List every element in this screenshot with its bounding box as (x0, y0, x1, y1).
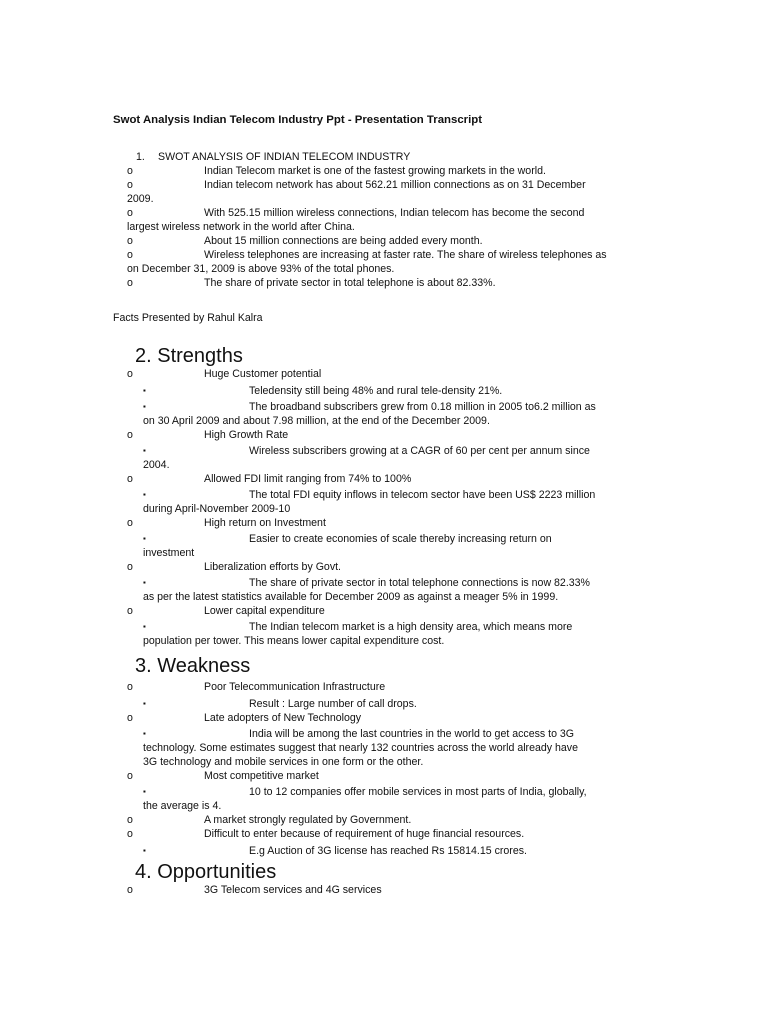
list-item: o Difficult to enter because of requirement of huge financial resources. (127, 828, 525, 840)
list-item: ▪ 10 to 12 companies offer mobile services in most parts of India, globally, the average is 4. (143, 786, 587, 812)
list-item: o Lower capital expenditure (127, 605, 325, 617)
list-item: o High Growth Rate (127, 429, 289, 441)
list-item: ▪ Result : Large number of call drops. (143, 698, 417, 710)
list-item: o Huge Customer potential (127, 368, 322, 380)
list-item: o Indian Telecom market is one of the fastest growing markets in the world. (127, 165, 546, 177)
list-item: ▪ The total FDI equity inflows in telecom sector have been US$ 2223 million during April-November 2009-10 (143, 489, 596, 515)
opportunities-heading: 4. Opportunities (135, 861, 277, 883)
list-item: ▪ India will be among the last countries in the world to get access to 3G technology. Some estimates suggest that nearly 132 countries across the world already have 3G technology and mobile services in one form or the other. (143, 728, 578, 768)
list-item: o High return on Investment (127, 517, 326, 529)
slide1-list (127, 164, 645, 290)
slide1-heading (136, 150, 410, 164)
slide1-number: 1. (136, 151, 145, 163)
list-item: ▪ Teledensity still being 48% and rural tele-density 21%. (143, 385, 503, 397)
list-item: o Allowed FDI limit ranging from 74% to 100% (127, 473, 412, 485)
list-item: ▪ Easier to create economies of scale thereby increasing return on investment (143, 533, 552, 559)
opportunities-list (127, 883, 645, 897)
list-item: o Most competitive market (127, 770, 319, 782)
list-item: ▪ Wireless subscribers growing at a CAGR of 60 per cent per annum since 2004. (143, 445, 590, 471)
list-item: o Wireless telephones are increasing at faster rate. The share of wireless telephones as on December 31, 2009 is above 93% of the total phones. (127, 249, 607, 275)
list-item: o Liberalization efforts by Govt. (127, 561, 342, 573)
facts-credit: Facts Presented by Rahul Kalra (113, 312, 263, 324)
list-item: o About 15 million connections are being added every month. (127, 235, 483, 247)
strengths-heading: 2. Strengths (135, 345, 243, 367)
weakness-list (127, 680, 645, 858)
document-title: Swot Analysis Indian Telecom Industry Ppt - Presentation Transcript (113, 114, 483, 126)
list-item: o 3G Telecom services and 4G services (127, 884, 382, 896)
list-item: o Late adopters of New Technology (127, 712, 362, 724)
list-item: o Indian telecom network has about 562.21 million connections as on 31 December 2009. (127, 179, 586, 205)
list-item: ▪ The broadband subscribers grew from 0.18 million in 2005 to6.2 million as on 30 April 2009 and about 7.98 million, at the end of the December 2009. (143, 401, 596, 427)
strengths-list (127, 367, 645, 648)
list-item: o Poor Telecommunication Infrastructure (127, 681, 386, 693)
list-item: ▪ E.g Auction of 3G license has reached Rs 15814.15 crores. (143, 845, 527, 857)
list-item: o A market strongly regulated by Government. (127, 814, 412, 826)
list-item: ▪ The Indian telecom market is a high density area, which means more population per tower. This means lower capital expenditure cost. (143, 621, 573, 647)
list-item: o With 525.15 million wireless connections, Indian telecom has become the second largest wireless network in the world after China. (127, 207, 585, 233)
slide1-heading-text: SWOT ANALYSIS OF INDIAN TELECOM INDUSTRY (158, 151, 411, 163)
list-item: ▪ The share of private sector in total telephone connections is now 82.33% as per the latest statistics available for December 2009 as against a meager 5% in 1999. (143, 577, 590, 603)
list-item: o The share of private sector in total telephone is about 82.33%. (127, 277, 496, 289)
weakness-heading: 3. Weakness (135, 655, 251, 677)
